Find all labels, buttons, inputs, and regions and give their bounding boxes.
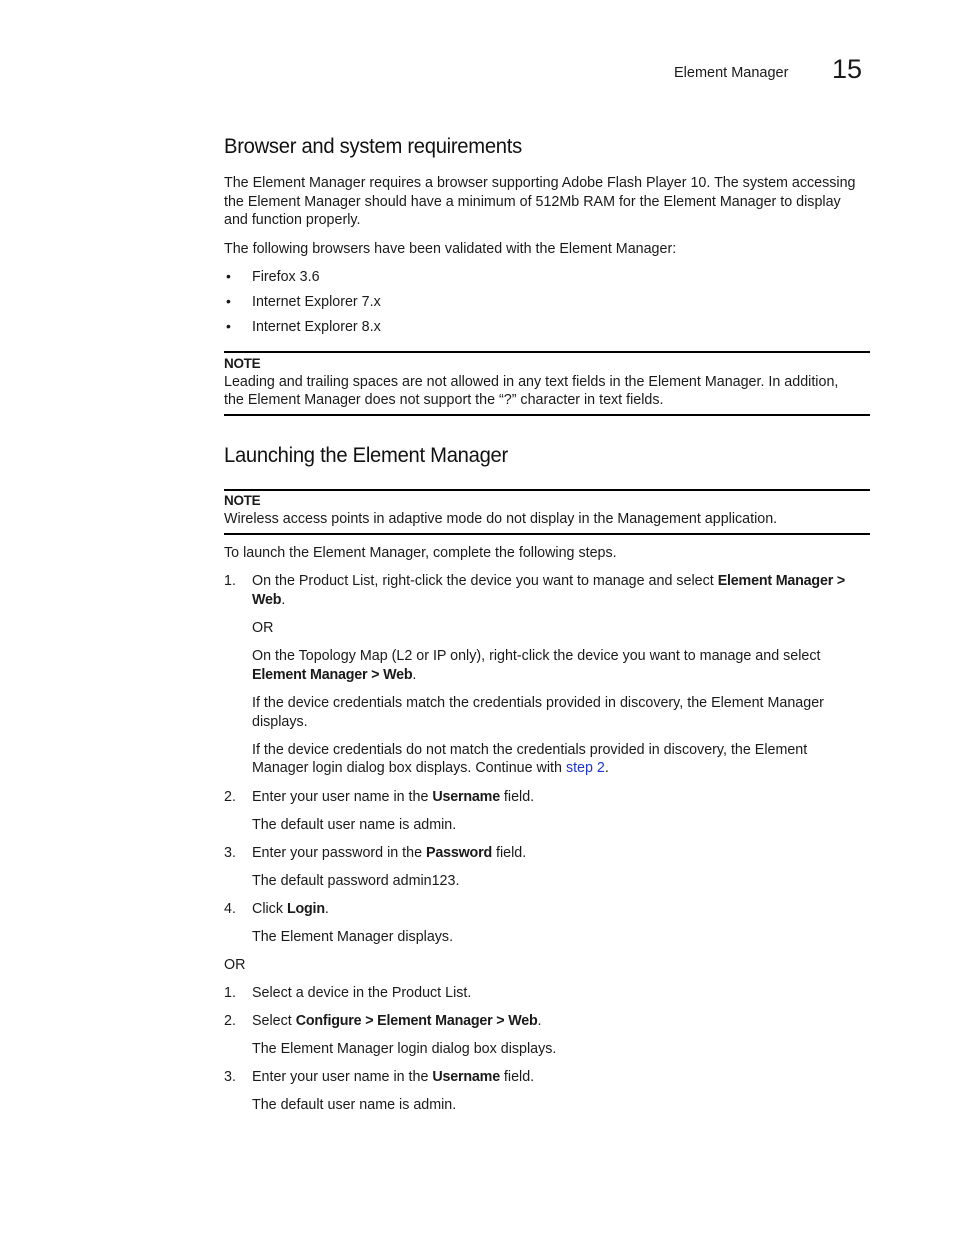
- alt-step-line-2: [252, 666, 416, 685]
- paragraph-requirements-line-2: the Element Manager should have a minimum of 512Mb RAM for the Element Manager to display: [224, 194, 841, 210]
- menu-path-bold: Element Manager >: [717, 573, 846, 589]
- step-1-line-1: [252, 572, 845, 591]
- or-between-procedures: OR: [224, 957, 246, 973]
- running-header-section-title: Element Manager: [674, 65, 789, 81]
- step-1-text: Select a device in the Product List.: [252, 985, 472, 1001]
- step-3-result: The default password admin123.: [252, 873, 460, 889]
- button-name-bold: Login: [286, 901, 325, 917]
- nomatch-result-line-1: If the device credentials do not match the credentials provided in discovery, the Element: [252, 742, 808, 758]
- step-2-text: [252, 1012, 542, 1031]
- field-name-bold: Username: [432, 789, 500, 805]
- step-text: .: [281, 592, 286, 608]
- step-number: 2.: [224, 1013, 236, 1029]
- step-text: field.: [492, 845, 527, 861]
- menu-path-bold: Configure > Element Manager > Web: [295, 1013, 538, 1029]
- step-number: 1.: [224, 985, 236, 1001]
- note-text-line-2: the Element Manager does not support the “?” character in text fields.: [224, 392, 664, 408]
- section-heading-browser-requirements: Browser and system requirements: [224, 134, 522, 158]
- note-bottom-rule: [224, 414, 870, 416]
- step-text: field.: [499, 1069, 535, 1085]
- step-3-text: [252, 1068, 534, 1087]
- step-text: Enter your user name in the: [252, 1069, 433, 1085]
- step-text: Enter your user name in the: [252, 789, 433, 805]
- list-item: Firefox 3.6: [252, 269, 320, 285]
- note-label: NOTE: [224, 493, 261, 508]
- note-label: NOTE: [224, 356, 261, 371]
- paragraph-requirements-line-1: The Element Manager requires a browser supporting Adobe Flash Player 10. The system accessing: [224, 175, 856, 191]
- step-4-result: The Element Manager displays.: [252, 929, 454, 945]
- step-text: field.: [499, 789, 535, 805]
- alt-step-line-1: On the Topology Map (L2 or IP only), right-click the device you want to manage and select: [252, 648, 821, 664]
- step-2-text: [252, 788, 534, 807]
- bullet-icon: •: [226, 293, 231, 309]
- menu-path-bold: Web: [252, 592, 282, 608]
- match-result-line-1: If the device credentials match the credentials provided in discovery, the Element Manager: [252, 695, 824, 711]
- step-number: 3.: [224, 1069, 236, 1085]
- step-number: 3.: [224, 845, 236, 861]
- step-text: .: [604, 760, 609, 776]
- list-item: Internet Explorer 7.x: [252, 294, 381, 310]
- or-separator: OR: [252, 620, 274, 636]
- step-number: 1.: [224, 573, 236, 589]
- menu-path-bold: Element Manager > Web: [252, 667, 413, 683]
- step-3-text: [252, 844, 526, 863]
- field-name-bold: Password: [426, 845, 492, 861]
- step-2-result: The Element Manager login dialog box displays.: [252, 1041, 557, 1057]
- step-3-result: The default user name is admin.: [252, 1097, 457, 1113]
- step-4-text: [252, 900, 329, 919]
- note-top-rule: [224, 489, 870, 491]
- bullet-icon: •: [226, 318, 231, 334]
- step-text: On the Product List, right-click the device you want to manage and select: [252, 573, 718, 589]
- step-text: Click: [252, 901, 287, 917]
- note-top-rule: [224, 351, 870, 353]
- step-2-link[interactable]: step 2: [565, 760, 605, 776]
- step-text: .: [324, 901, 329, 917]
- step-text: Select: [252, 1013, 296, 1029]
- list-item: Internet Explorer 8.x: [252, 319, 381, 335]
- match-result-line-2: displays.: [252, 714, 308, 730]
- step-text: .: [537, 1013, 542, 1029]
- paragraph-validated-browsers: The following browsers have been validated with the Element Manager:: [224, 241, 677, 257]
- step-2-result: The default user name is admin.: [252, 817, 457, 833]
- section-heading-launching: Launching the Element Manager: [224, 443, 508, 467]
- paragraph-requirements-line-3: and function properly.: [224, 212, 361, 228]
- note-bottom-rule: [224, 533, 870, 535]
- nomatch-result-line-2: [252, 759, 609, 778]
- step-text: Enter your password in the: [252, 845, 427, 861]
- step-number: 4.: [224, 901, 236, 917]
- launch-intro: To launch the Element Manager, complete the following steps.: [224, 545, 617, 561]
- step-text: Manager login dialog box displays. Continue with: [252, 760, 566, 776]
- field-name-bold: Username: [432, 1069, 500, 1085]
- step-1-line-2: [252, 591, 285, 610]
- running-header-chapter-number: 15: [832, 54, 863, 84]
- bullet-icon: •: [226, 268, 231, 284]
- step-number: 2.: [224, 789, 236, 805]
- note-text-line-1: Wireless access points in adaptive mode do not display in the Management application.: [224, 511, 778, 527]
- step-text: .: [412, 667, 417, 683]
- note-text-line-1: Leading and trailing spaces are not allowed in any text fields in the Element Manager. In addition,: [224, 374, 839, 390]
